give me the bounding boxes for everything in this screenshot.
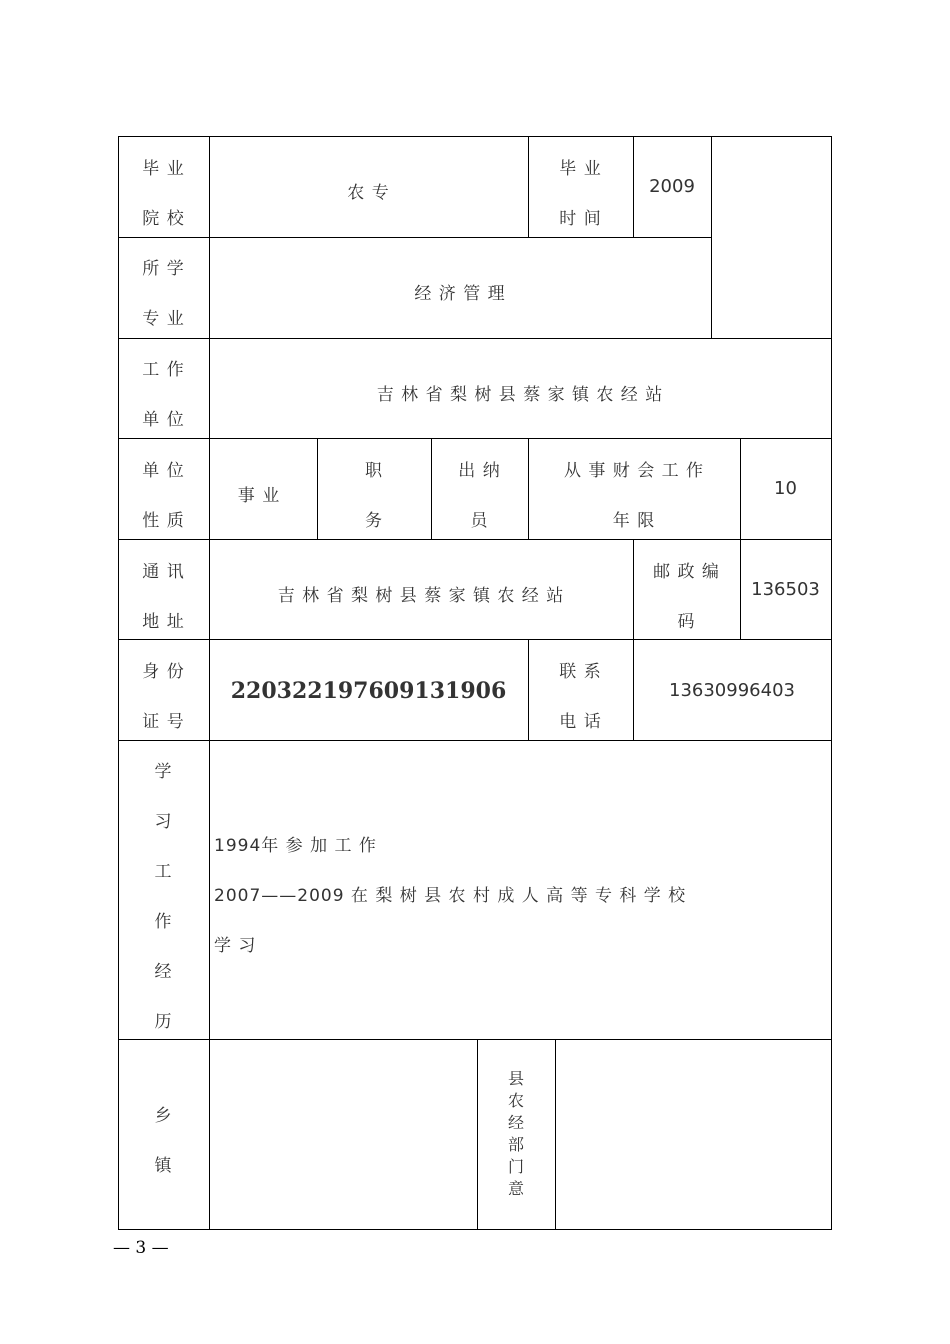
id-number-value: 220322197609131906 (230, 678, 507, 704)
postal-code-value: 136503 (751, 579, 820, 600)
phone-label-1: 联 系 (559, 662, 602, 682)
major-value: 经 济 管 理 (414, 284, 506, 304)
position-value-1: 出 纳 (458, 461, 501, 481)
history-line-3: 学 习 (214, 936, 257, 956)
table-border-right (831, 136, 832, 1230)
history-label-char: 经 (154, 962, 173, 982)
postal-code-label-1: 邮 政 编 (653, 562, 720, 582)
postal-code-label-2: 码 (677, 612, 696, 632)
accounting-years-value: 10 (774, 478, 797, 499)
position-label-1: 职 (365, 461, 383, 481)
col-divider (711, 136, 712, 339)
position-label-2: 务 (365, 511, 383, 531)
table-border-bottom (118, 1229, 832, 1230)
table-border-top (118, 136, 832, 137)
page-number: — 3 — (113, 1238, 169, 1258)
graduation-school-label-1: 毕 业 (142, 159, 185, 179)
row-divider (118, 1039, 832, 1040)
table-border-left (118, 136, 119, 1230)
major-label-1: 所 学 (142, 259, 185, 279)
county-opinion-label: 县农经部门意 (507, 1069, 524, 1198)
work-unit-label-1: 工 作 (142, 360, 185, 380)
history-label-char: 历 (154, 1012, 173, 1032)
phone-label-2: 电 话 (559, 712, 602, 732)
id-number-label-2: 证 号 (142, 712, 185, 732)
phone-value: 13630996403 (669, 680, 795, 701)
unit-nature-label-2: 性 质 (142, 511, 185, 531)
graduation-time-label-2: 时 间 (559, 209, 602, 229)
township-label-char: 乡 (154, 1106, 173, 1126)
row-divider (118, 539, 832, 540)
history-line-1: 1994年 参 加 工 作 (214, 836, 377, 856)
graduation-time-label-1: 毕 业 (559, 159, 602, 179)
work-unit-label-2: 单 位 (142, 410, 185, 430)
unit-nature-value: 事 业 (237, 486, 281, 506)
graduation-time-value: 2009 (649, 176, 695, 197)
accounting-years-label-1: 从 事 财 会 工 作 (563, 461, 705, 481)
accounting-years-label-2: 年 限 (612, 511, 656, 531)
history-label-char: 学 (154, 762, 173, 782)
row-divider (118, 740, 832, 741)
col-divider (740, 438, 741, 640)
work-unit-value: 吉 林 省 梨 树 县 蔡 家 镇 农 经 站 (376, 385, 664, 405)
col-divider (477, 1039, 478, 1230)
row-divider (118, 438, 832, 439)
history-line-2: 2007——2009 在 梨 树 县 农 村 成 人 高 等 专 科 学 校 (214, 886, 687, 906)
graduation-school-value: 农 专 (347, 183, 390, 203)
row-divider (118, 639, 832, 640)
row-divider (118, 338, 832, 339)
row-divider (118, 237, 712, 238)
address-label-2: 地 址 (142, 612, 185, 632)
township-label-char: 镇 (154, 1156, 173, 1176)
position-value-2: 员 (470, 511, 489, 531)
address-value: 吉 林 省 梨 树 县 蔡 家 镇 农 经 站 (277, 586, 565, 606)
major-label-2: 专 业 (142, 309, 185, 329)
history-label-char: 习 (154, 812, 173, 832)
history-label-char: 作 (154, 912, 173, 932)
col-divider (555, 1039, 556, 1230)
graduation-school-label-2: 院 校 (142, 209, 185, 229)
address-label-1: 通 讯 (142, 562, 185, 582)
id-number-label-1: 身 份 (142, 662, 185, 682)
history-label-char: 工 (154, 862, 173, 882)
unit-nature-label-1: 单 位 (142, 461, 185, 481)
